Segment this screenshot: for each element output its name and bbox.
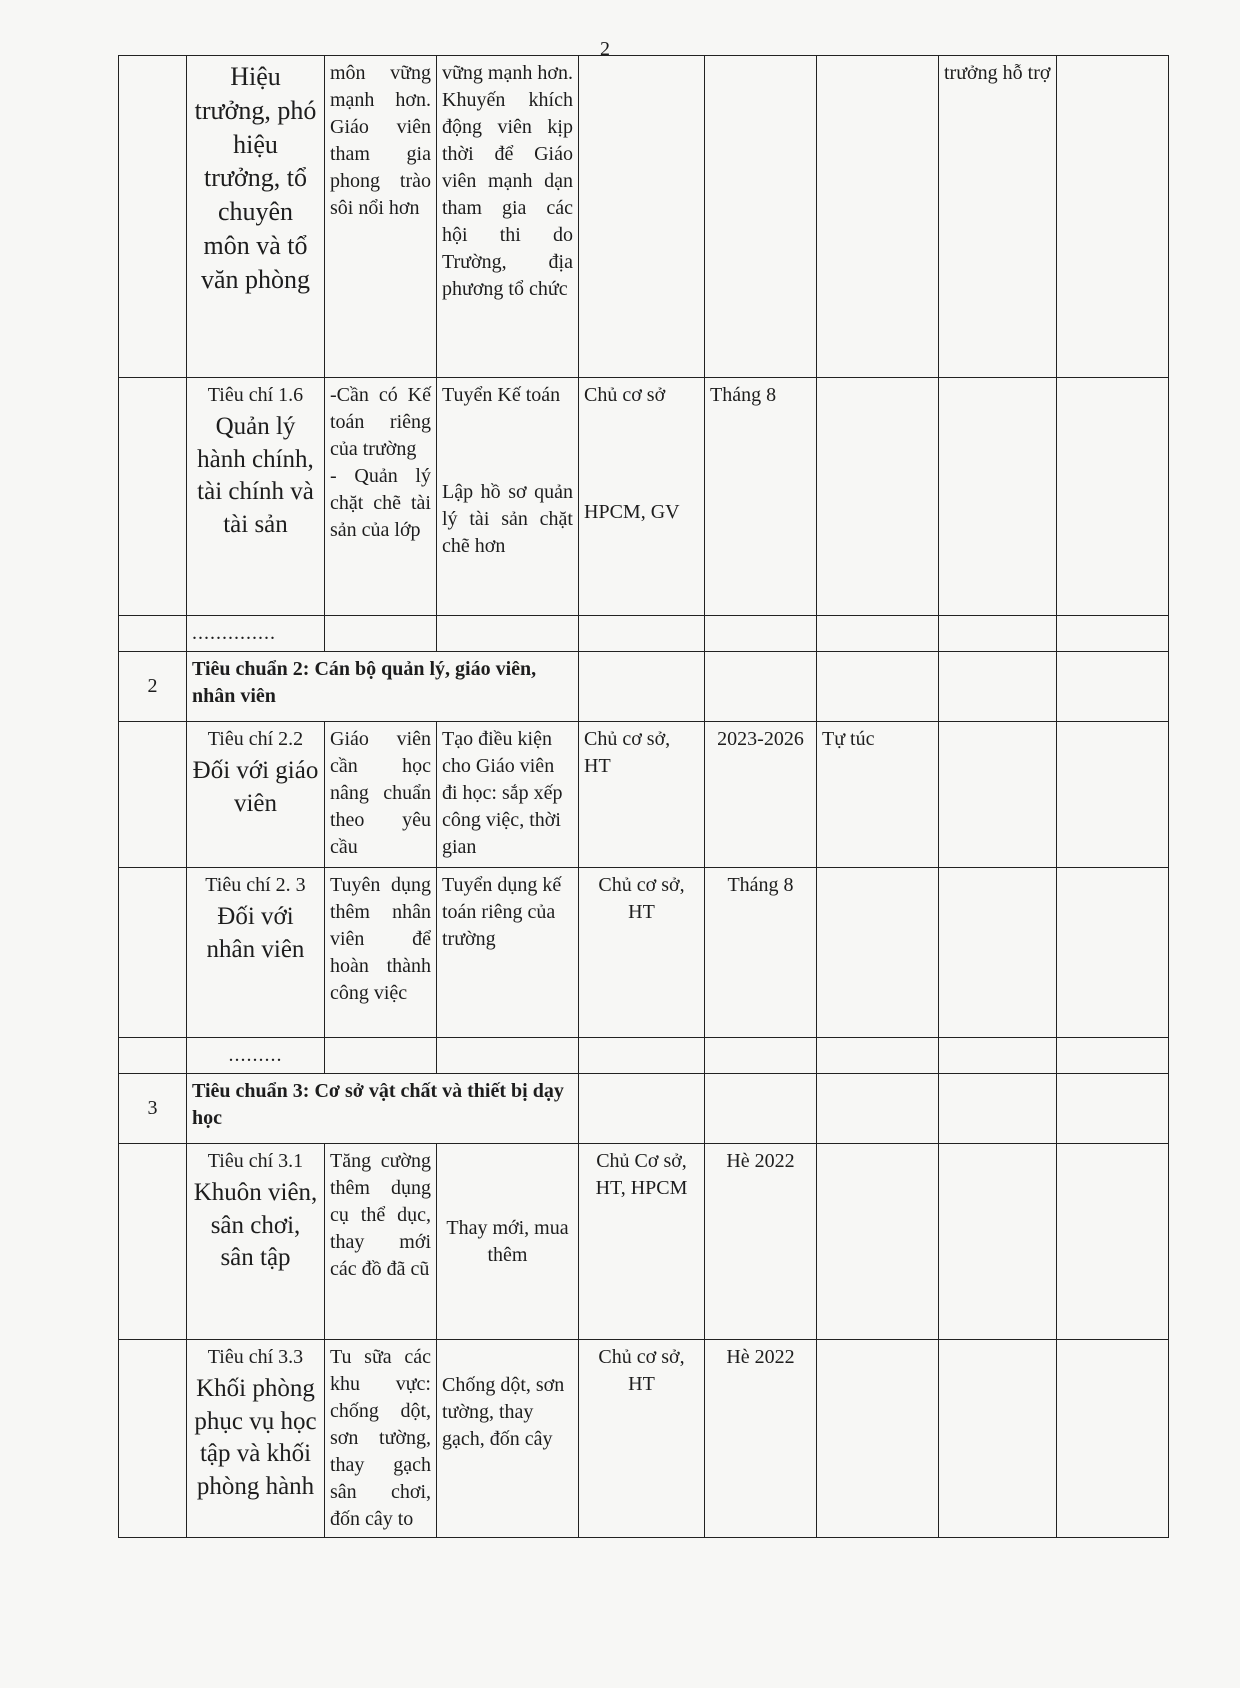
criterion-cell	[187, 722, 325, 868]
note-cell	[1057, 868, 1169, 1038]
note-cell	[1057, 378, 1169, 616]
funding-cell	[817, 56, 939, 378]
empty-cell	[579, 1074, 705, 1144]
funding-cell	[817, 1340, 939, 1538]
criterion-cell	[187, 1340, 325, 1538]
time-cell: 2023-2026	[705, 722, 817, 868]
criterion-name: Đối với giáo viên	[192, 757, 319, 817]
row-number-cell	[119, 868, 187, 1038]
support-cell: trưởng hỗ trợ	[939, 56, 1057, 378]
support-cell	[939, 378, 1057, 616]
solution-cell: Thay mới, mua thêm	[437, 1144, 579, 1340]
page-number: 2	[600, 38, 610, 60]
solution-cell	[437, 378, 579, 616]
funding-cell: Tự túc	[817, 722, 939, 868]
need-cell: môn vững mạnh hơn. Giáo viên tham gia phong trào sôi nổi hơn	[325, 56, 437, 378]
solution-cell: Tuyển dụng kế toán riêng của trường	[437, 868, 579, 1038]
standard-row	[119, 652, 1169, 722]
empty-cell	[817, 616, 939, 652]
empty-cell	[579, 616, 705, 652]
solution-text: Tuyển Kế toán	[442, 384, 561, 406]
time-cell: Tháng 8	[705, 378, 817, 616]
standard-number: 2	[119, 652, 187, 722]
empty-cell	[1057, 1038, 1169, 1074]
responsible-cell: Chủ cơ sở, HT	[579, 1340, 705, 1538]
table-row	[119, 1340, 1169, 1538]
time-cell: Tháng 8	[705, 868, 817, 1038]
row-number-cell	[119, 378, 187, 616]
empty-cell	[817, 652, 939, 722]
empty-cell	[939, 652, 1057, 722]
standard-title: Tiêu chuẩn 3: Cơ sở vật chất và thiết bị dạy học	[187, 1074, 579, 1144]
need-text: -Cần có Kế toán riêng của trường	[330, 384, 431, 460]
empty-cell	[437, 1038, 579, 1074]
table-row	[119, 868, 1169, 1038]
time-cell: Hè 2022	[705, 1340, 817, 1538]
empty-cell	[1057, 1074, 1169, 1144]
responsible-text-2: HPCM, GV	[584, 501, 680, 523]
support-cell	[939, 722, 1057, 868]
criterion-cell	[187, 1144, 325, 1340]
criterion-code: Tiêu chí 2.2	[207, 728, 304, 750]
support-cell	[939, 1340, 1057, 1538]
row-number-cell	[119, 1144, 187, 1340]
standard-row	[119, 1074, 1169, 1144]
row-number-cell	[119, 616, 187, 652]
criterion-cell	[187, 378, 325, 616]
table-row	[119, 378, 1169, 616]
criterion-name: Khuôn viên, sân chơi, sân tập	[193, 1179, 318, 1271]
empty-cell	[325, 1038, 437, 1074]
time-cell	[705, 56, 817, 378]
responsible-text: Chủ cơ sở	[584, 384, 666, 406]
need-cell: Tăng cường thêm dụng cụ thể dục, thay mới các đồ đã cũ	[325, 1144, 437, 1340]
responsible-cell: Chủ cơ sở, HT	[579, 868, 705, 1038]
table-row	[119, 56, 1169, 378]
table-row	[119, 1144, 1169, 1340]
responsible-cell: Chủ Cơ sở, HT, HPCM	[579, 1144, 705, 1340]
empty-cell	[1057, 652, 1169, 722]
empty-cell	[705, 652, 817, 722]
standard-number: 3	[119, 1074, 187, 1144]
time-cell: Hè 2022	[705, 1144, 817, 1340]
row-number-cell	[119, 1340, 187, 1538]
empty-cell	[939, 1074, 1057, 1144]
support-cell	[939, 868, 1057, 1038]
criterion-name-cell: Hiệu trưởng, phó hiệu trưởng, tổ chuyên môn và tổ văn phòng	[187, 56, 325, 378]
solution-text-2: Lập hồ sơ quản lý tài sản chặt chẽ hơn	[442, 481, 573, 557]
row-number-cell	[119, 722, 187, 868]
criterion-code: Tiêu chí 3.3	[207, 1346, 304, 1368]
funding-cell	[817, 868, 939, 1038]
table-row	[119, 722, 1169, 868]
solution-cell: vững mạnh hơn. Khuyến khích động viên kịp thời để Giáo viên mạnh dạn tham gia các hội thi do Trường, địa phương tổ chức	[437, 56, 579, 378]
need-cell	[325, 378, 437, 616]
empty-cell	[437, 616, 579, 652]
funding-cell	[817, 378, 939, 616]
responsible-cell	[579, 56, 705, 378]
criterion-name: Quản lý hành chính, tài chính và tài sản	[197, 413, 314, 538]
ellipsis-cell: .........	[187, 1038, 325, 1074]
note-cell	[1057, 56, 1169, 378]
need-cell: Tu sữa các khu vực: chống dột, sơn tường, thay gạch sân chơi, đốn cây to	[325, 1340, 437, 1538]
support-cell	[939, 1144, 1057, 1340]
responsible-cell	[579, 378, 705, 616]
criterion-cell	[187, 868, 325, 1038]
empty-cell	[817, 1038, 939, 1074]
note-cell	[1057, 1144, 1169, 1340]
criterion-code: Tiêu chí 3.1	[207, 1150, 304, 1172]
note-cell	[1057, 722, 1169, 868]
empty-cell	[817, 1074, 939, 1144]
empty-cell	[325, 616, 437, 652]
need-cell: Tuyên dụng thêm nhân viên để hoàn thành công việc	[325, 868, 437, 1038]
row-number-cell	[119, 1038, 187, 1074]
table-row	[119, 1038, 1169, 1074]
empty-cell	[1057, 616, 1169, 652]
row-number-cell	[119, 56, 187, 378]
empty-cell	[939, 616, 1057, 652]
empty-cell	[939, 1038, 1057, 1074]
funding-cell	[817, 1144, 939, 1340]
empty-cell	[705, 1074, 817, 1144]
responsible-cell: Chủ cơ sở, HT	[579, 722, 705, 868]
solution-text: Chống dột, sơn tường, thay gạch, đốn cây	[442, 1374, 565, 1450]
need-cell: Giáo viên cần học nâng chuẩn theo yêu cầu	[325, 722, 437, 868]
criterion-name: Đối với nhân viên	[206, 903, 305, 963]
ellipsis-cell: ..............	[187, 616, 325, 652]
criterion-code: Tiêu chí 1.6	[207, 384, 304, 406]
table-row	[119, 616, 1169, 652]
standard-title: Tiêu chuẩn 2: Cán bộ quản lý, giáo viên, nhân viên	[187, 652, 579, 722]
empty-cell	[705, 1038, 817, 1074]
solution-cell	[437, 1340, 579, 1538]
solution-cell: Tạo điều kiện cho Giáo viên đi học: sắp xếp công việc, thời gian	[437, 722, 579, 868]
criterion-code: Tiêu chí 2. 3	[205, 874, 306, 896]
need-text-2: - Quản lý chặt chẽ tài sản của lớp	[330, 465, 431, 541]
note-cell	[1057, 1340, 1169, 1538]
empty-cell	[705, 616, 817, 652]
criterion-name: Khối phòng phục vụ học tập và khối phòng hành	[194, 1375, 317, 1500]
empty-cell	[579, 1038, 705, 1074]
improvement-plan-table	[118, 55, 1169, 1538]
empty-cell	[579, 652, 705, 722]
